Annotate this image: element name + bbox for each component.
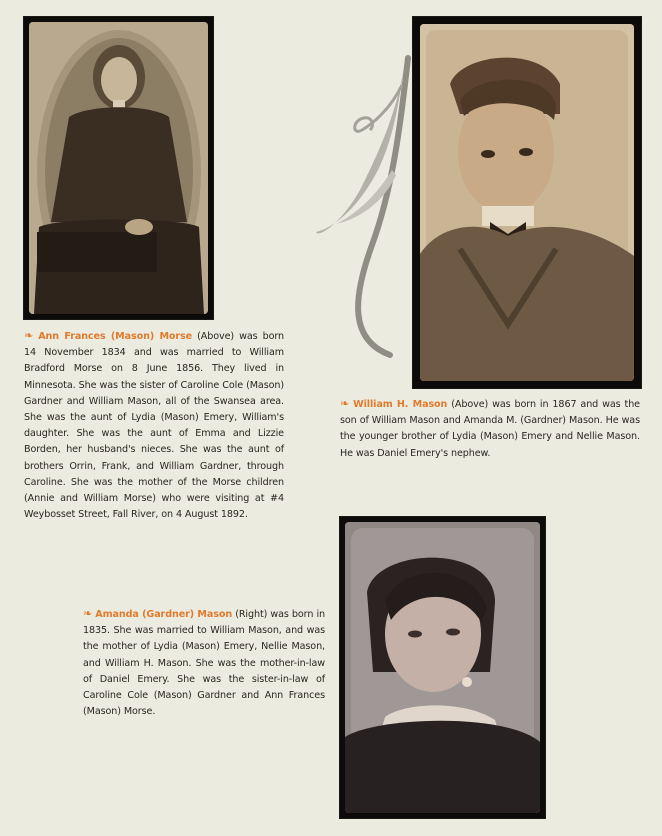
portrait-older-woman xyxy=(345,522,540,813)
photo-ann-frances-morse xyxy=(24,17,213,319)
photo-amanda-gardner-mason xyxy=(340,517,545,818)
caption-william-h-mason xyxy=(340,396,640,462)
portrait-young-boy xyxy=(420,24,634,381)
caption-ann-frances-morse xyxy=(24,328,284,523)
hedera-fleuron-icon: ❧ xyxy=(24,329,34,342)
caption-amanda-gardner-mason xyxy=(83,606,325,720)
caption-body: (Right) was born in 1835. She was married to William Mason, and was the mother of Lydia (Mason) Emery, Nellie Mason, and William H. Mason. She was the mother-in-law of Daniel Emery. She was the sister-in-law of Caroline Cole (Mason) Gardner and Ann Frances (Mason) Morse. xyxy=(83,609,325,718)
caption-body: (Above) was born 14 November 1834 and was married to William Bradford Morse on 8 June 1856. They lived in Minnesota. She was the sister of Caroline Cole (Mason) Gardner and William Mason, all of the Swansea area. She was the aunt of Lydia (Mason) Emery, William's daughter. She was the aunt of Emma and Lizzie Borden, her husband's nieces. She was the aunt of brothers Orrin, Frank, and William Gardner, through Caroline. She was the mother of the Morse children (Annie and William Morse) who were visiting at #4 Weybosset Street, Fall River, on 4 August 1892. xyxy=(24,331,285,521)
photo-william-h-mason xyxy=(413,17,641,388)
hedera-fleuron-icon: ❧ xyxy=(340,397,350,410)
caption-name: William H. Mason xyxy=(353,399,448,410)
caption-name: Ann Frances (Mason) Morse xyxy=(38,331,193,342)
hedera-fleuron-icon: ❧ xyxy=(83,607,93,620)
caption-name: Amanda (Gardner) Mason xyxy=(95,609,233,620)
portrait-seated-woman xyxy=(29,22,208,314)
caption-body: (Above) was born in 1867 and was the son of William Mason and Amanda M. (Gardner) Mason. He was the younger brother of Lydia (Mason) Emery and Nellie Mason. He was Daniel Emery's nephew. xyxy=(340,399,640,459)
